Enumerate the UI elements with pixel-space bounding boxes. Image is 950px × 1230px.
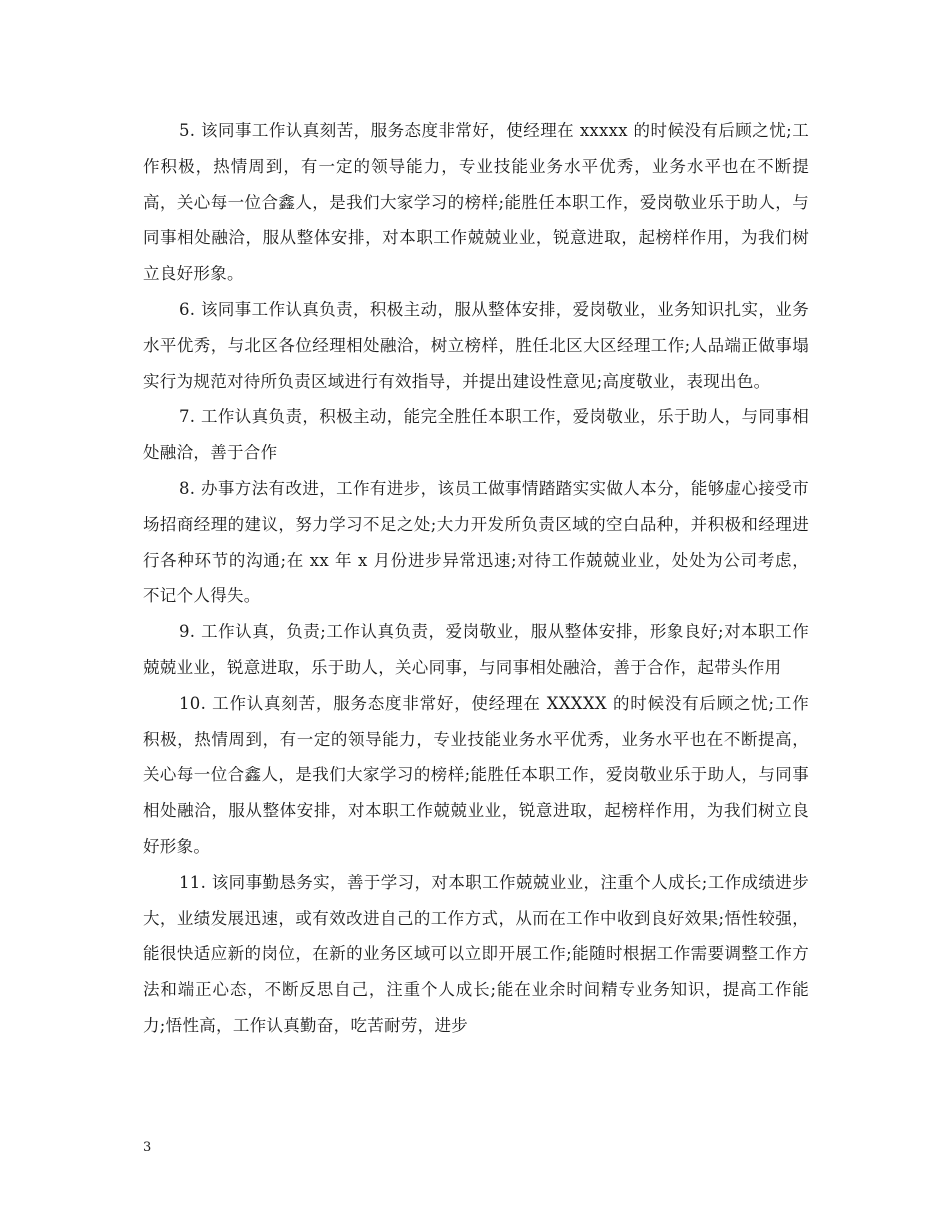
paragraph-item-9: 9. 工作认真，负责;工作认真负责，爱岗敬业，服从整体安排，形象良好;对本职工作兢兢业业，锐意进取，乐于助人，关心同事，与同事相处融洽，善于合作，起带头作用 xyxy=(143,622,809,677)
paragraph-item-5: 5. 该同事工作认真刻苦，服务态度非常好，使经理在 xxxxx 的时候没有后顾之忧;工作积极，热情周到，有一定的领导能力，专业技能业务水平优秀，业务水平也在不断提高，关心每一位合鑫人，是我们大家学习的榜样;能胜任本职工作，爱岗敬业乐于助人，与同事相处融洽，服从整体安排，对本职工作兢兢业业，锐意进取，起榜样作用，为我们树立良好形象。 xyxy=(143,121,809,284)
page-number: 3 xyxy=(143,1140,152,1155)
paragraph-item-8: 8. 办事方法有改进，工作有进步，该员工做事情踏踏实实做人本分，能够虚心接受市场招商经理的建议，努力学习不足之处;大力开发所负责区域的空白品种，并积极和经理进行各种环节的沟通;在 xx 年 x 月份进步异常迅速;对待工作兢兢业业，处处为公司考虑，不记个人得失。 xyxy=(143,478,809,606)
paragraph-item-11: 11. 该同事勤恳务实，善于学习，对本职工作兢兢业业，注重个人成长;工作成绩进步大，业绩发展迅速，或有效改进自己的工作方式，从而在工作中收到良好效果;悟性较强，能很快适应新的岗位，在新的业务区域可以立即开展工作;能随时根据工作需要调整工作方法和端正心态，不断反思自己，注重个人成长;能在业余时间精专业务知识，提高工作能力;悟性高，工作认真勤奋，吃苦耐劳，进步 xyxy=(143,872,809,1035)
paragraph-item-10: 10. 工作认真刻苦，服务态度非常好，使经理在 XXXXX 的时候没有后顾之忧;工作积极，热情周到，有一定的领导能力，专业技能业务水平优秀，业务水平也在不断提高，关心每一位合鑫人，是我们大家学习的榜样;能胜任本职工作，爱岗敬业乐于助人，与同事相处融洽，服从整体安排，对本职工作兢兢业业，锐意进取，起榜样作用，为我们树立良好形象。 xyxy=(143,693,809,856)
document-body xyxy=(143,113,809,1044)
paragraph-item-6: 6. 该同事工作认真负责，积极主动，服从整体安排，爱岗敬业，业务知识扎实，业务水平优秀，与北区各位经理相处融洽，树立榜样，胜任北区大区经理工作;人品端正做事塌实行为规范对待所负责区域进行有效指导，并提出建设性意见;高度敬业，表现出色。 xyxy=(143,299,809,391)
paragraph-item-7: 7. 工作认真负责，积极主动，能完全胜任本职工作，爱岗敬业，乐于助人，与同事相处融洽，善于合作 xyxy=(143,407,809,463)
